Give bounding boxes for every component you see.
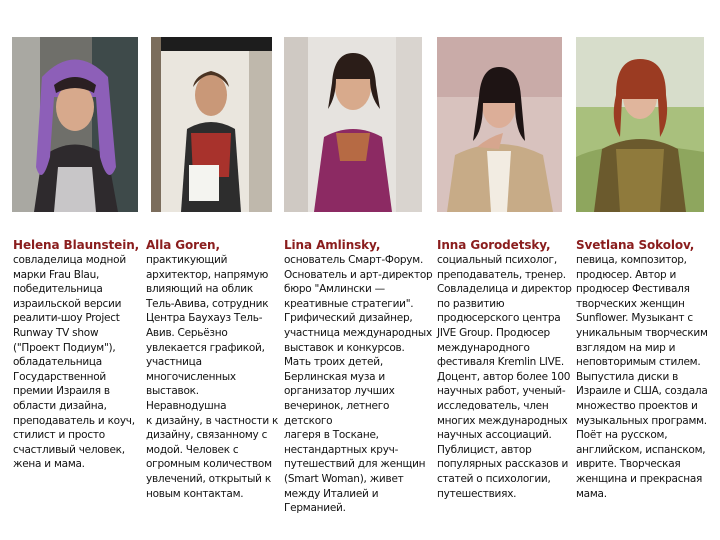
- person-bio: социальный психолог, преподаватель, тренер. Совладелица и директор по развитию продюсерского центра JIVE Group. Продюсер международного фестиваля Kremlin LIVE. Доцент, автор более 100 научных работ, ученый- исследователь, член многих международных научных ассоциаций. Публицист, автор популярных рассказов и статей о психологии, путешествиях.: [437, 254, 572, 500]
- photo-alla-goren: [151, 37, 272, 212]
- photo-lina-amlinsky: [284, 37, 422, 212]
- person-bio: основатель Смарт-Форум. Основатель и арт-директор бюро "Амлински — креативные стратегии". Грифический дизайнер, участница международных выставок и конкурсов. Мать троих детей, Берлинская муза и организатор лучших вечеринок, летнего детского лагеря в Тоскане, нестандартных круч- путешествий для женщин (Smart Woman), живет между Италией и Германией.: [284, 254, 433, 515]
- photo-inna-gorodetsky: [437, 37, 562, 212]
- person-name: Lina Amlinsky,: [284, 238, 381, 252]
- person-name: Inna Gorodetsky,: [437, 238, 551, 252]
- person-card-inna-gorodetsky: [437, 238, 573, 501]
- person-card-lina-amlinsky: [284, 238, 436, 516]
- person-bio: певица, композитор, продюсер. Автор и продюсер Фестиваля творческих женщин Sunflower. Музыкант с уникальным творческим взглядом на мир и неповторимым стилем. Выпустила диски в Израиле и США, создала множество проектов и музыкальных программ. Поёт на русском, английском, испанском, иврите. Творческая женщина и прекрасная мама.: [576, 254, 708, 500]
- person-name: Helena Blaunstein,: [13, 238, 140, 252]
- photo-helena-blaunstein: [12, 37, 138, 212]
- person-card-alla-goren: [146, 238, 282, 501]
- photo-svetlana-sokolov: [576, 37, 704, 212]
- person-bio: совладелица модной марки Frau Blau, победительница израильской версии реалити-шоу Project Runway TV show ("Проект Подиум"), обладательница Государственной премии Израиля в области дизайна, преподаватель и коуч, стилист и просто счастливый человек, жена и мама.: [13, 254, 135, 471]
- person-name: Svetlana Sokolov,: [576, 238, 695, 252]
- person-name: Alla Goren,: [146, 238, 220, 252]
- person-bio: практикующий архитектор, напрямую влияющий на облик Тель-Авива, сотрудник Центра Баухауз Тель- Авив. Серьёзно увлекается графикой, участница многочисленных выставок. Неравнодушна к дизайну, в частности к дизайну, связанному с модой. Человек с огромным количеством увлечений, открытый к новым контактам.: [146, 254, 279, 500]
- person-card-svetlana-sokolov: [576, 238, 716, 501]
- person-card-helena-blaunstein: [13, 238, 145, 472]
